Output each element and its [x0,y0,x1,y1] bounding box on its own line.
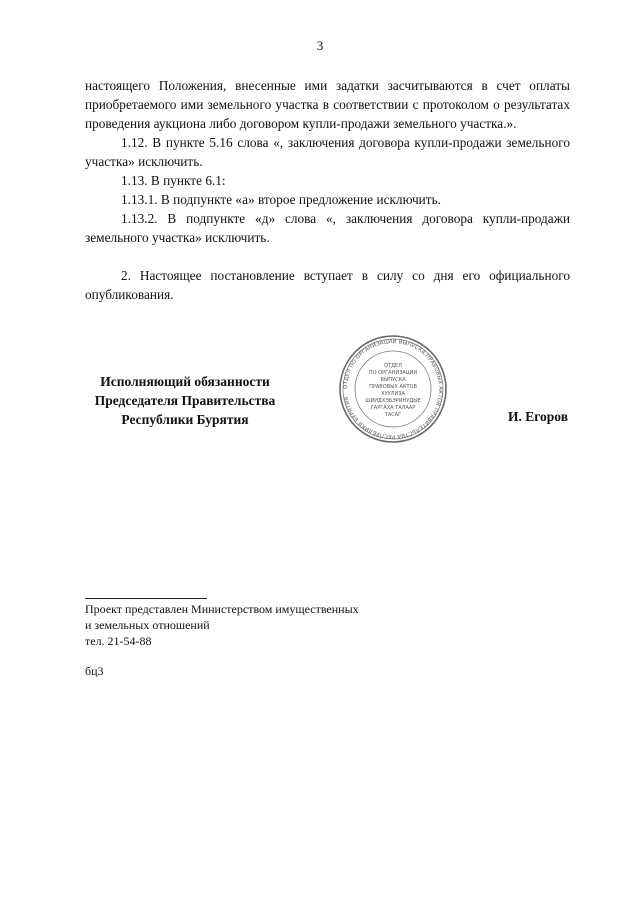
stamp-inner-line: ШИИДХЭБЭРИНУДЫЕ [365,398,421,404]
signatory-title [85,372,285,429]
signatory-name: И. Егоров [507,409,568,424]
footnote [85,601,359,649]
footnote-line: тел. 21-54-88 [85,634,152,648]
paragraph-4: 1.13.1. В подпункте «а» второе предложение исключить. [121,192,441,207]
stamp-inner-line: ТАСАГ [384,412,402,418]
stamp-inner-line: ПО ОРГАНИЗАЦИИ [368,370,418,376]
paragraph-2: 1.12. В пункте 5.16 слова «, заключения договора купли-продажи земельного участка» исключить. [85,135,570,169]
signatory-title-line: Председателя Правительства [94,393,276,408]
footnote-line: Проект представлен Министерством имущественных [85,602,359,616]
document-body [85,76,570,304]
official-stamp [338,334,448,444]
stamp-inner-line: ГАРГАХА ТАЛААР [370,405,416,411]
paragraph-1: настоящего Положения, внесенные ими задатки засчитываются в счет оплаты приобретаемого ими земельного участка в соответствии с протоколом о результатах проведения аукциона либо договором купли-продажи земельного участка.». [85,78,570,131]
signatory-title-line: Исполняющий обязанности [100,374,270,389]
stamp-inner-line: ОТДЕЛ [384,363,402,369]
footnote-divider [85,598,207,599]
executor-initials: бц3 [85,664,104,678]
stamp-inner-line: ХУУЛИЗА [381,391,405,397]
paragraph-3: 1.13. В пункте 6.1: [121,173,226,188]
paragraph-6: 2. Настоящее постановление вступает в силу со дня его официального опубликования. [85,268,570,302]
page-number: 3 [316,38,324,53]
footnote-line: и земельных отношений [85,618,210,632]
stamp-inner-line: ПРАВОВЫХ АКТОВ [369,384,417,390]
signatory-title-line: Республики Бурятия [121,412,249,427]
stamp-outer-text: ОТДЕЛ ПО ОРГАНИЗАЦИИ ВЫПУСКА ПРАВОВЫХ АКТОВ ПРАВИТЕЛЬСТВА РЕСПУБЛИКИ БУРЯТИЯ [342,338,444,440]
stamp-inner-line: ВЫПУСКА [380,377,406,383]
paragraph-5: 1.13.2. В подпункте «д» слова «, заключения договора купли-продажи земельного участка» исключить. [85,211,570,245]
